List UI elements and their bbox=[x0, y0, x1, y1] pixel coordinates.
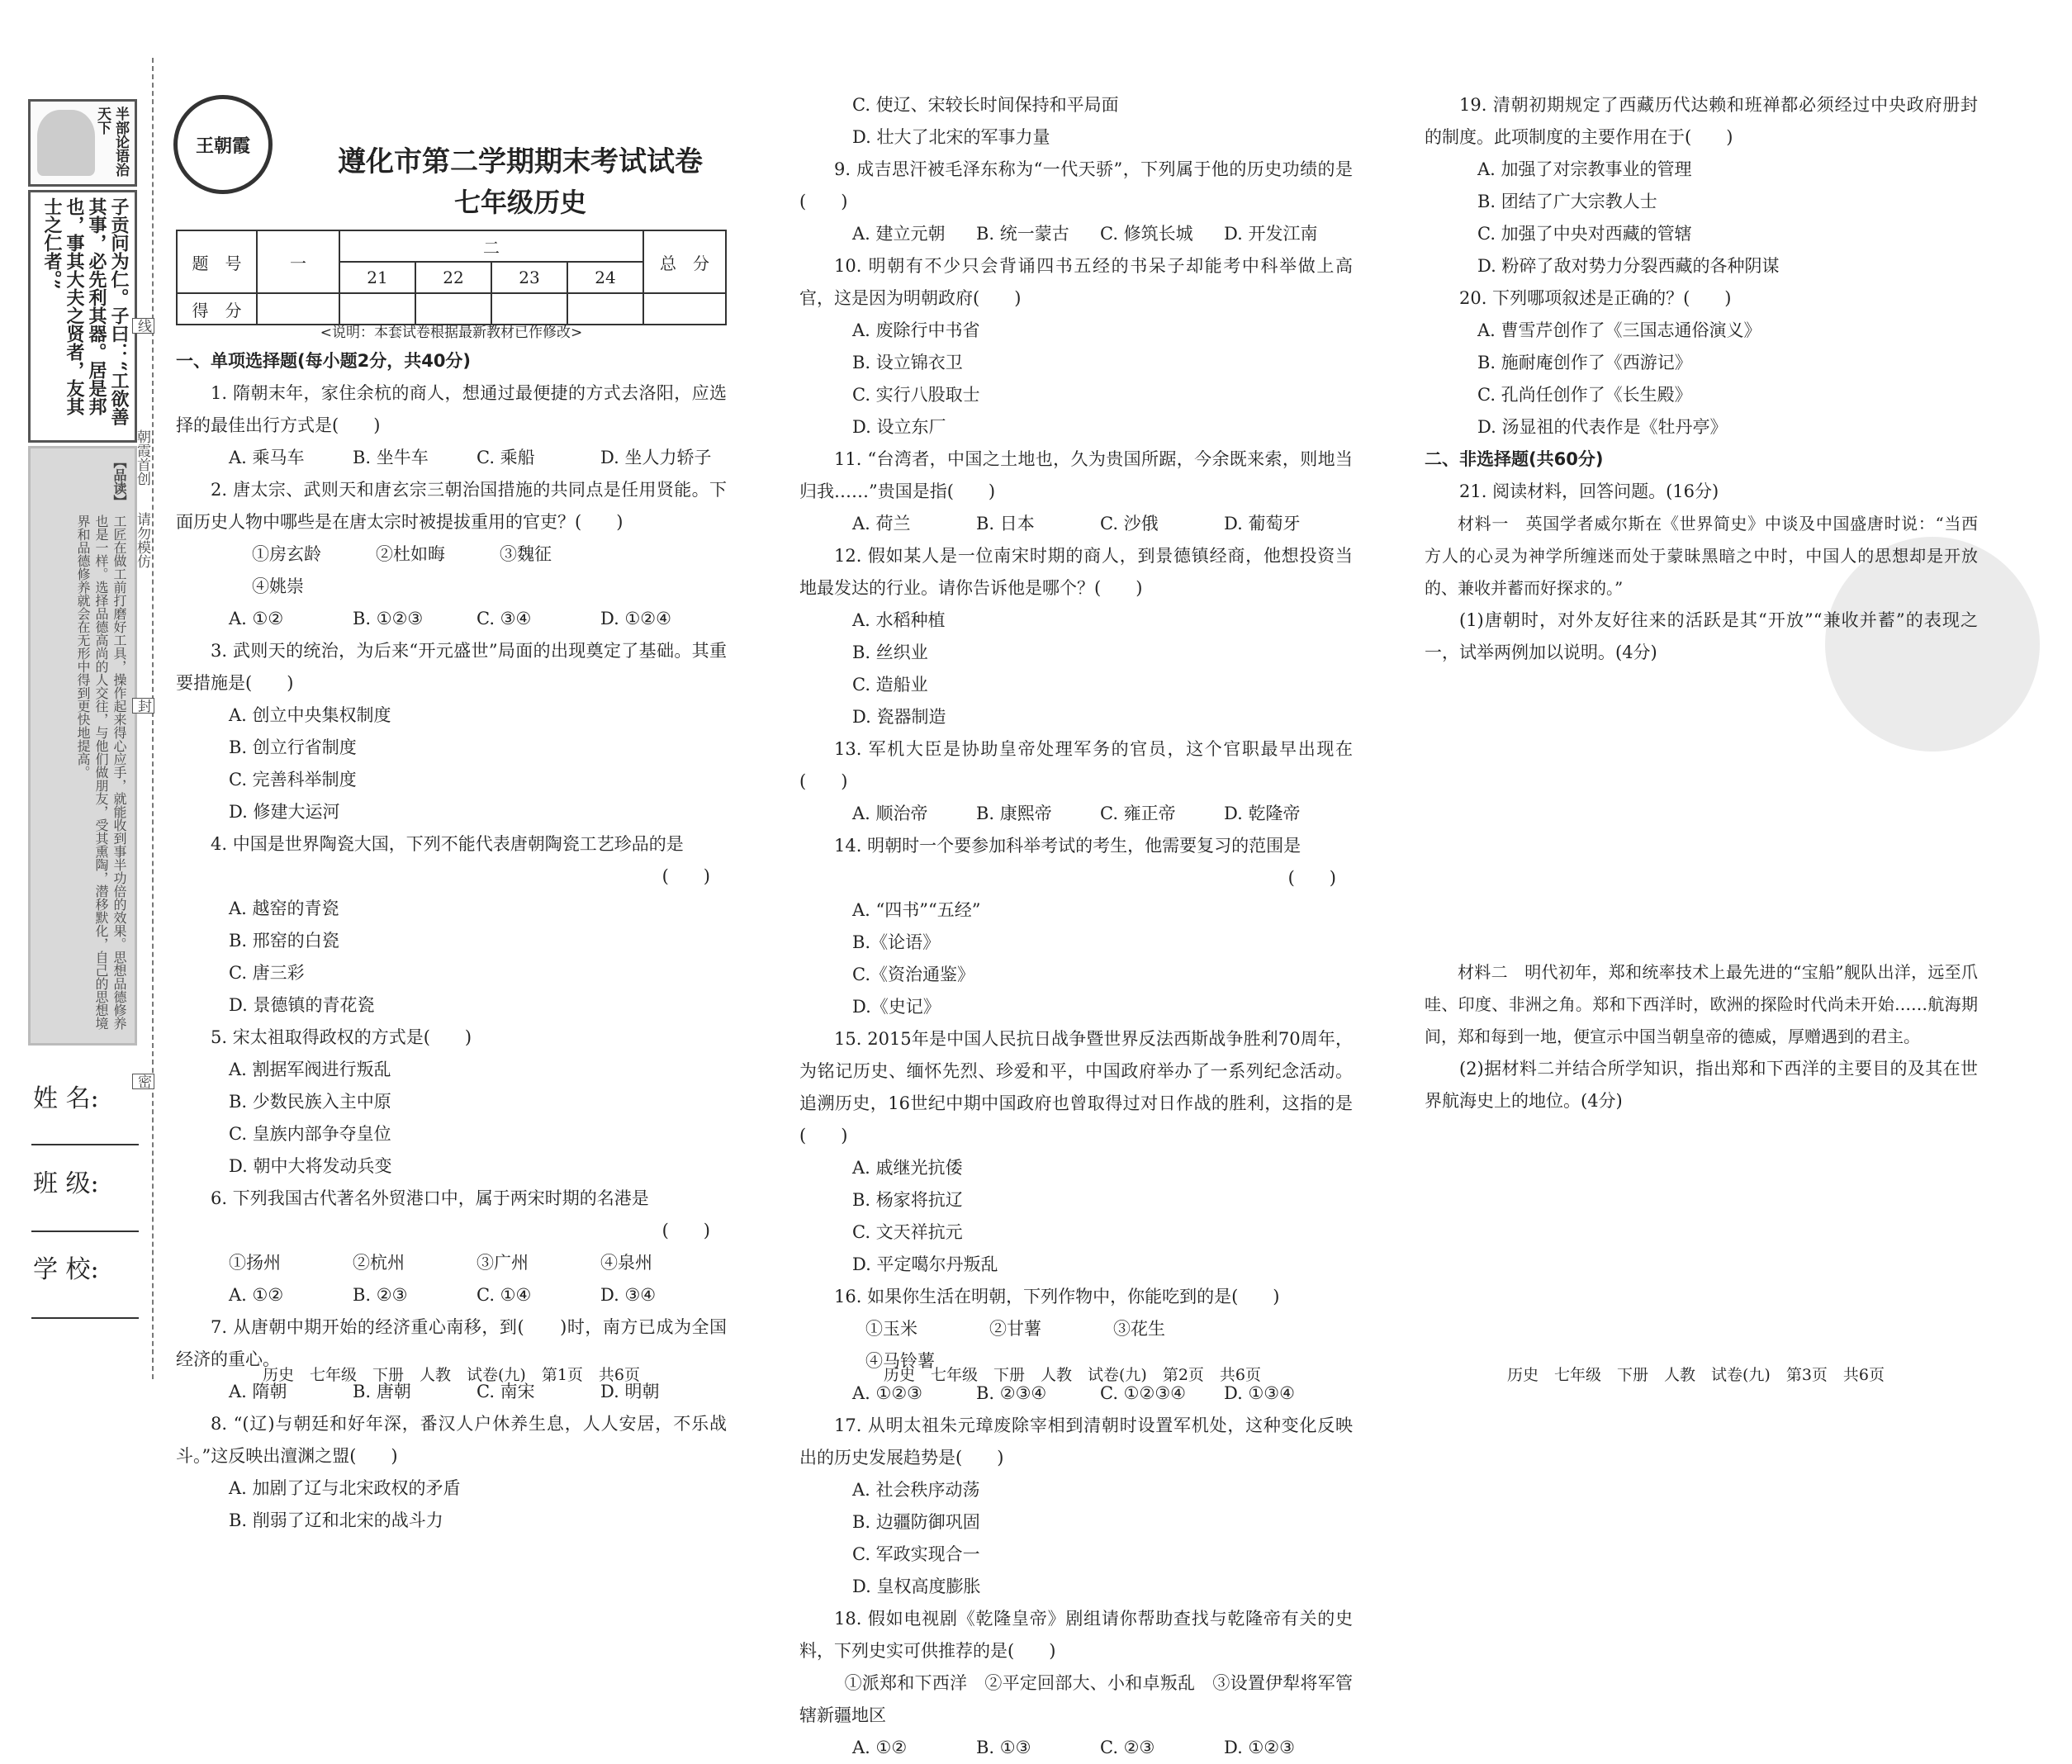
score-header-label: 题 号 bbox=[177, 230, 257, 293]
option[interactable]: C. 造船业 bbox=[852, 675, 928, 695]
option[interactable]: A. 乘马车 bbox=[229, 448, 305, 467]
q14-options bbox=[799, 894, 1353, 1023]
question-3: 3. 武则天的统治，为后来“开元盛世”局面的出现奠定了基础。其重要措施是( ) bbox=[176, 641, 727, 693]
option[interactable]: B. 创立行省制度 bbox=[229, 737, 357, 757]
question-8: 8. “(辽)与朝廷和好年深，番汉人户休养生息，人人安居，不乐战斗。”这反映出澶渊之盟( ) bbox=[176, 1414, 727, 1466]
item: ①房玄龄 bbox=[252, 544, 321, 564]
option[interactable]: D. 坐人力轿子 bbox=[600, 448, 712, 467]
q2-items bbox=[176, 538, 727, 603]
q6-options bbox=[176, 1279, 727, 1311]
option[interactable]: B. ①③ bbox=[976, 1738, 1031, 1757]
footer-page-1: 历史 七年级 下册 人教 试卷(九) 第1页 共6页 bbox=[263, 1366, 641, 1384]
q17-options bbox=[799, 1474, 1353, 1603]
footer-page-3: 历史 七年级 下册 人教 试卷(九) 第3页 共6页 bbox=[1507, 1366, 1885, 1384]
q19-options bbox=[1425, 154, 1978, 282]
option[interactable]: B. 削弱了辽和北宋的战斗力 bbox=[229, 1510, 443, 1530]
option[interactable]: A. 创立中央集权制度 bbox=[229, 705, 391, 725]
item: ④泉州 bbox=[600, 1253, 652, 1273]
option[interactable]: B. ①②③ bbox=[353, 609, 424, 628]
q12-options bbox=[799, 605, 1353, 733]
option[interactable]: C. 皇族内部争夺皇位 bbox=[229, 1124, 391, 1144]
item: ①扬州 bbox=[229, 1253, 281, 1273]
option[interactable]: B. 唐朝 bbox=[353, 1382, 411, 1401]
school-label: 学 校: bbox=[33, 1255, 99, 1284]
option[interactable]: A. 建立元朝 bbox=[852, 224, 946, 244]
seal-mark-2: 封 bbox=[132, 698, 154, 714]
option[interactable]: C. 军政实现合一 bbox=[852, 1544, 980, 1564]
item: ④姚崇 bbox=[252, 576, 304, 596]
binding-line bbox=[152, 58, 154, 1379]
side-note-1: 朝霞首创 bbox=[134, 429, 150, 486]
q1-options bbox=[176, 442, 727, 474]
score-row-label: 得 分 bbox=[177, 293, 257, 325]
option[interactable]: D. 汤显祖的代表作是《牡丹亭》 bbox=[1477, 417, 1728, 437]
class-field[interactable] bbox=[31, 1231, 139, 1232]
option[interactable]: C. 南宋 bbox=[477, 1382, 535, 1401]
section-2-title: 二、非选择题(共60分) bbox=[1425, 449, 1604, 469]
option[interactable]: A. 曹雪芹创作了《三国志通俗演义》 bbox=[1477, 320, 1761, 340]
option[interactable]: C. ③④ bbox=[477, 609, 532, 628]
option[interactable]: C. 乘船 bbox=[477, 448, 535, 467]
item: ④马铃薯 bbox=[865, 1351, 935, 1371]
option[interactable]: A. “四书”“五经” bbox=[852, 900, 981, 920]
option[interactable]: D. 景德镇的青花瓷 bbox=[229, 995, 375, 1015]
column-3 bbox=[1425, 89, 1978, 1365]
question-21: 21. 阅读材料，回答问题。(16分) bbox=[1459, 481, 1719, 501]
score-col-23: 23 bbox=[491, 262, 567, 293]
q8-options-cd bbox=[799, 89, 1353, 154]
name-field[interactable] bbox=[31, 1144, 139, 1145]
option[interactable]: D. 修建大运河 bbox=[229, 802, 340, 822]
q4-options bbox=[176, 893, 727, 1022]
q18-options bbox=[799, 1732, 1353, 1764]
answer-area-1[interactable] bbox=[1425, 669, 1978, 956]
q21-material-2: 材料二 明代初年，郑和统率技术上最先进的“宝船”舰队出洋，远至爪哇、印度、非洲之角。郑和下西洋时，欧洲的探险时代尚未开始……航海期间，郑和每到一地，便宣示中国当朝皇帝的德威，厚赠遇到的君主。 bbox=[1425, 962, 1978, 1046]
question-5: 5. 宋太祖取得政权的方式是( ) bbox=[211, 1027, 472, 1047]
item: ③魏征 bbox=[500, 544, 552, 564]
score-col-22: 22 bbox=[415, 262, 491, 293]
question-2: 2. 唐太宗、武则天和唐玄宗三朝治国措施的共同点是任用贤能。下面历史人物中哪些是在唐太宗时被提拔重用的官吏？( ) bbox=[176, 480, 727, 532]
option[interactable]: B. 团结了广大宗教人士 bbox=[1477, 192, 1657, 211]
q5-options bbox=[176, 1054, 727, 1183]
option[interactable]: A. 加强了对宗教事业的管理 bbox=[1477, 159, 1692, 179]
answer-area-2[interactable] bbox=[1425, 1117, 1978, 1365]
option[interactable]: C. 修筑长城 bbox=[1100, 224, 1193, 244]
reading-panel bbox=[28, 446, 137, 1046]
question-1: 1. 隋朝末年，家住余杭的商人，想通过最便捷的方式去洛阳，应选择的最佳出行方式是( ) bbox=[176, 383, 727, 435]
question-17: 17. 从明太祖朱元璋废除宰相到清朝时设置军机处，这种变化反映出的历史发展趋势是( ) bbox=[799, 1415, 1353, 1468]
item: ②杜如晦 bbox=[376, 544, 445, 564]
option[interactable]: B. 边疆防御巩固 bbox=[852, 1512, 980, 1532]
option[interactable]: D. 粉碎了敌对势力分裂西藏的各种阴谋 bbox=[1477, 256, 1780, 276]
q14-paren: ( ) bbox=[1287, 868, 1336, 888]
option[interactable]: B. ②③ bbox=[353, 1285, 408, 1305]
option[interactable]: D. 平定噶尔丹叛乱 bbox=[852, 1254, 998, 1274]
option[interactable]: A. ①② bbox=[229, 609, 284, 628]
option[interactable]: D. ①②④ bbox=[600, 609, 671, 628]
question-4: 4. 中国是世界陶瓷大国，下列不能代表唐朝陶瓷工艺珍品的是 bbox=[211, 834, 684, 854]
question-7: 7. 从唐朝中期开始的经济重心南移，到( )时，南方已成为全国经济的重心。 bbox=[176, 1317, 727, 1369]
option[interactable]: C. ①④ bbox=[477, 1285, 532, 1305]
column-1 bbox=[176, 320, 727, 1537]
option[interactable]: B. 设立锦衣卫 bbox=[852, 353, 963, 372]
option[interactable]: C.《资治通鉴》 bbox=[852, 965, 974, 984]
q21-part-2: (2)据材料二并结合所学知识，指出郑和下西洋的主要目的及其在世界航海史上的地位。(4分) bbox=[1425, 1059, 1978, 1111]
exam-title: 遵化市第二学期期末考试试卷 bbox=[338, 145, 703, 178]
score-header-total: 总 分 bbox=[643, 230, 726, 293]
option[interactable]: C. 文天祥抗元 bbox=[852, 1222, 963, 1242]
q6-paren: ( ) bbox=[661, 1221, 710, 1240]
score-col-21: 21 bbox=[339, 262, 415, 293]
seal-mark-3: 密 bbox=[132, 1074, 154, 1089]
option[interactable]: B. ②③④ bbox=[976, 1383, 1047, 1403]
q20-options bbox=[1425, 315, 1978, 443]
option[interactable]: D. 明朝 bbox=[600, 1382, 660, 1401]
question-19: 19. 清朝初期规定了西藏历代达赖和班禅都必须经过中央政府册封的制度。此项制度的主要作用在于( ) bbox=[1425, 95, 1978, 147]
margin-quote: 子贡问为仁。子曰：“工欲善其事，必先利其器。居是邦也，事其大夫之贤者，友其士之仁者。” bbox=[41, 197, 130, 426]
option[interactable]: D.《史记》 bbox=[852, 997, 941, 1017]
column-2 bbox=[799, 89, 1353, 1764]
question-18: 18. 假如电视剧《乾隆皇帝》剧组请你帮助查找与乾隆帝有关的史料，下列史实可供推荐的是( ) bbox=[799, 1609, 1353, 1661]
option[interactable]: C. ②③ bbox=[1100, 1738, 1155, 1757]
item: ①玉米 bbox=[865, 1319, 917, 1339]
option[interactable]: B. 康熙帝 bbox=[976, 804, 1052, 823]
option[interactable]: A. 加剧了辽与北宋政权的矛盾 bbox=[229, 1478, 461, 1498]
option[interactable]: D. ①③④ bbox=[1224, 1383, 1295, 1403]
option[interactable]: D. 瓷器制造 bbox=[852, 707, 946, 727]
motto-box bbox=[28, 99, 137, 187]
q8-options-ab bbox=[176, 1472, 727, 1537]
item: ②甘薯 bbox=[989, 1319, 1041, 1339]
option[interactable]: C. ①②③④ bbox=[1100, 1383, 1186, 1403]
scholar-figure-icon bbox=[37, 110, 95, 176]
score-table bbox=[176, 230, 727, 325]
publisher-logo: 王朝霞 bbox=[173, 95, 273, 194]
q3-options bbox=[176, 699, 727, 828]
option[interactable]: A. 废除行中书省 bbox=[852, 320, 980, 340]
exam-subtitle: 七年级历史 bbox=[453, 187, 586, 218]
reading-text: 工匠在做工前打磨好工具，操作起来得心应手，就能收到事半功倍的效果。思想品德修养也是一样。选择品德高尚的人交往，与他们做朋友，受其熏陶，潜移默化，自己的思想境界和品德修养就会在无形中得到更快地提高。 bbox=[75, 514, 127, 1030]
q4-paren: ( ) bbox=[661, 866, 710, 886]
q2-options bbox=[176, 603, 727, 635]
score-header-part2: 二 bbox=[339, 230, 643, 262]
option[interactable]: B. 坐牛车 bbox=[353, 448, 429, 467]
option[interactable]: C. 使辽、宋较长时间保持和平局面 bbox=[852, 95, 1119, 115]
q21-part-1: (1)唐朝时，对外友好往来的活跃是其“开放”“兼收并蓄”的表现之一，试举两例加以说明。(4分) bbox=[1425, 610, 1978, 662]
q10-options bbox=[799, 315, 1353, 443]
option[interactable]: A. ①②③ bbox=[852, 1383, 922, 1403]
question-10: 10. 明朝有不少只会背诵四书五经的书呆子却能考中科举做上高官，这是因为明朝政府( ) bbox=[799, 256, 1353, 308]
option[interactable]: D. 设立东厂 bbox=[852, 417, 946, 437]
question-13: 13. 军机大臣是协助皇帝处理军务的官员，这个官职最早出现在( ) bbox=[799, 739, 1353, 791]
option[interactable]: C. 雍正帝 bbox=[1100, 804, 1176, 823]
score-header-part1: 一 bbox=[257, 230, 339, 293]
option[interactable]: B. 少数民族入主中原 bbox=[229, 1092, 391, 1112]
option[interactable]: B. 邢窑的白瓷 bbox=[229, 931, 339, 951]
name-label: 姓 名: bbox=[33, 1084, 99, 1113]
question-12: 12. 假如某人是一位南宋时期的商人，到景德镇经商，他想投资当地最发达的行业。请你告诉他是哪个？( ) bbox=[799, 546, 1353, 598]
option[interactable]: D. ③④ bbox=[600, 1285, 657, 1305]
question-15: 15. 2015年是中国人民抗日战争暨世界反法西斯战争胜利70周年，为铭记历史、缅怀先烈、珍爱和平，中国政府举办了一系列纪念活动。追溯历史，16世纪中期中国政府也曾取得过对日作战的胜利，这指的是( ) bbox=[799, 1029, 1353, 1145]
option[interactable]: A. 隋朝 bbox=[229, 1382, 287, 1401]
reading-title: 【品读】 bbox=[111, 455, 127, 508]
option[interactable]: C. 孔尚任创作了《长生殿》 bbox=[1477, 385, 1692, 405]
option[interactable]: A. ①② bbox=[852, 1738, 908, 1757]
option[interactable]: A. 顺治帝 bbox=[852, 804, 928, 823]
question-6: 6. 下列我国古代著名外贸港口中，属于两宋时期的名港是 bbox=[211, 1188, 649, 1208]
question-16: 16. 如果你生活在明朝，下列作物中，你能吃到的是( ) bbox=[834, 1287, 1280, 1306]
q15-options bbox=[799, 1152, 1353, 1281]
option[interactable]: B. 丝织业 bbox=[852, 643, 928, 662]
option[interactable]: A. 越窑的青瓷 bbox=[229, 899, 339, 918]
item: ③广州 bbox=[477, 1253, 529, 1273]
option[interactable]: C. 沙俄 bbox=[1100, 514, 1159, 533]
quote-panel bbox=[28, 190, 137, 443]
school-field[interactable] bbox=[31, 1317, 139, 1319]
option[interactable]: D. 乾隆帝 bbox=[1224, 804, 1301, 823]
option[interactable]: A. 戚继光抗倭 bbox=[852, 1158, 963, 1178]
option[interactable]: D. ①②③ bbox=[1224, 1738, 1295, 1757]
q6-items bbox=[176, 1247, 727, 1279]
class-label: 班 级: bbox=[33, 1169, 99, 1198]
option[interactable]: A. 社会秩序动荡 bbox=[852, 1480, 980, 1500]
option[interactable]: C. 加强了中央对西藏的管辖 bbox=[1477, 224, 1692, 244]
footer-page-2: 历史 七年级 下册 人教 试卷(九) 第2页 共6页 bbox=[884, 1366, 1262, 1384]
option[interactable]: B. 日本 bbox=[976, 514, 1035, 533]
q13-options bbox=[799, 798, 1353, 830]
q21-material-1: 材料一 英国学者威尔斯在《世界简史》中谈及中国盛唐时说：“当西方人的心灵为神学所缠迷而处于蒙昧黑暗之中时，中国人的思想却是开放的、兼收并蓄而好探求的。” bbox=[1425, 514, 1978, 598]
option[interactable]: B.《论语》 bbox=[852, 932, 941, 952]
option[interactable]: C. 实行八股取士 bbox=[852, 385, 980, 405]
option[interactable]: B. 杨家将抗辽 bbox=[852, 1190, 963, 1210]
option[interactable]: D. 葡萄牙 bbox=[1224, 514, 1301, 533]
item: ③花生 bbox=[1113, 1319, 1165, 1339]
q9-options bbox=[799, 218, 1353, 250]
option[interactable]: D. 朝中大将发动兵变 bbox=[229, 1156, 392, 1176]
question-14: 14. 明朝时一个要参加科举考试的考生，他需要复习的范围是 bbox=[834, 836, 1302, 856]
question-11: 11. “台湾者，中国之土地也，久为贵国所踞，今余既来索，则地当归我……”贵国是指( ) bbox=[799, 449, 1353, 501]
score-col-24: 24 bbox=[567, 262, 643, 293]
q18-items: ①派郑和下西洋 ②平定回部大、小和卓叛乱 ③设置伊犁将军管辖新疆地区 bbox=[799, 1673, 1353, 1725]
option[interactable]: B. 统一蒙古 bbox=[976, 224, 1069, 244]
option[interactable]: A. 水稻种植 bbox=[852, 610, 946, 630]
option[interactable]: D. 壮大了北宋的军事力量 bbox=[852, 127, 1050, 147]
question-9: 9. 成吉思汗被毛泽东称为“一代天骄”，下列属于他的历史功绩的是( ) bbox=[799, 159, 1353, 211]
option[interactable]: A. 荷兰 bbox=[852, 514, 911, 533]
option[interactable]: D. 皇权高度膨胀 bbox=[852, 1577, 981, 1596]
item: ②杭州 bbox=[353, 1253, 405, 1273]
option[interactable]: C. 唐三彩 bbox=[229, 963, 305, 983]
option[interactable]: B. 施耐庵创作了《西游记》 bbox=[1477, 353, 1692, 372]
option[interactable]: A. ①② bbox=[229, 1285, 284, 1305]
q11-options bbox=[799, 508, 1353, 540]
motto: 半部论语治天下 bbox=[94, 107, 129, 177]
option[interactable]: A. 割据军阀进行叛乱 bbox=[229, 1060, 391, 1079]
seal-mark-1: 线 bbox=[132, 318, 154, 334]
side-note-2: 请勿模仿 bbox=[134, 512, 150, 568]
section-1-title: 一、单项选择题(每小题2分，共40分) bbox=[176, 351, 472, 371]
question-20: 20. 下列哪项叙述是正确的？( ) bbox=[1459, 288, 1732, 308]
edition-note: <说明：本套试卷根据最新教材已作修改> bbox=[320, 325, 583, 341]
option[interactable]: C. 完善科举制度 bbox=[229, 770, 357, 790]
option[interactable]: D. 开发江南 bbox=[1224, 224, 1318, 244]
